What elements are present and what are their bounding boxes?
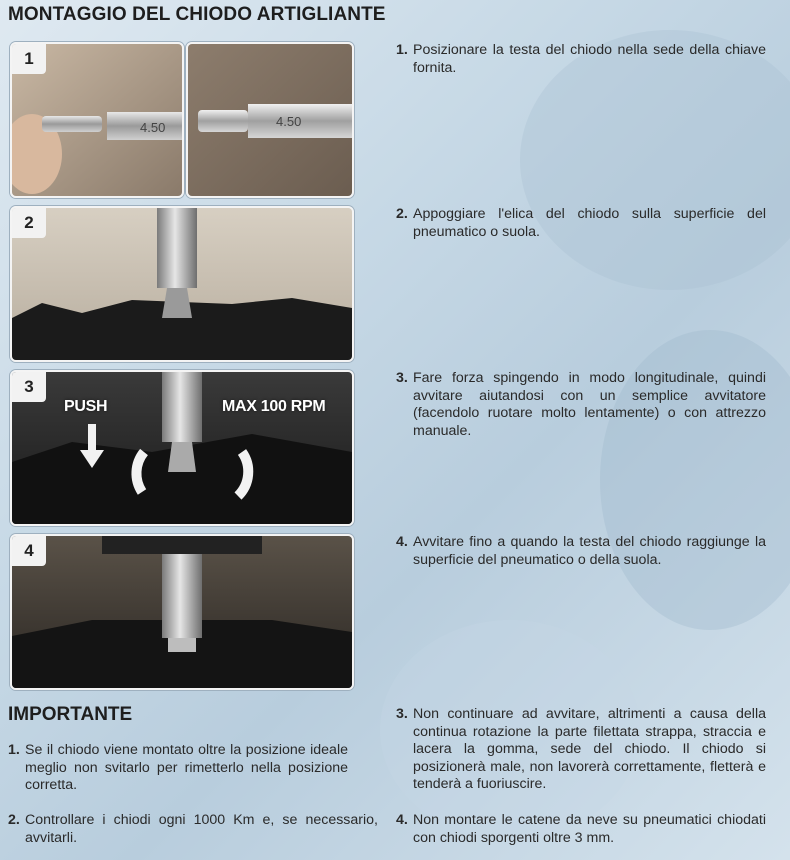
important-heading: IMPORTANTE	[8, 704, 133, 725]
stud-flush-image	[12, 536, 352, 688]
tool-marking-text: 4.50	[276, 114, 302, 129]
step-text: Appoggiare l'elica del chiodo sulla superficie del pneumatico o suola.	[413, 206, 766, 240]
step-number: 4.	[396, 534, 408, 550]
note-text: Se il chiodo viene montato oltre la posizione ideale meglio non svitarlo per rimetterlo nella posizione corretta.	[25, 742, 348, 793]
step-instruction	[396, 42, 766, 77]
note-text: Controllare i chiodi ogni 1000 Km e, se necessario, avvitarli.	[25, 812, 378, 846]
max-rpm-label: MAX 100 RPM	[222, 398, 326, 415]
step-text: Fare forza spingendo in modo longitudinale, quindi avvitare aiutandosi con un semplice avvitatore (facendolo ruotare molto lentamente) o con attrezzo manuale.	[413, 370, 766, 439]
step-instruction	[396, 206, 766, 241]
important-note	[396, 706, 766, 794]
stud-in-key-image	[188, 44, 352, 196]
note-number: 1.	[8, 742, 20, 758]
step-number: 2.	[396, 206, 408, 222]
push-label: PUSH	[64, 398, 108, 415]
stud-on-tire-image	[12, 208, 352, 360]
important-note	[8, 742, 348, 795]
step-text: Posizionare la testa del chiodo nella sede della chiave fornita.	[413, 42, 766, 76]
step-number-badge: 1	[12, 44, 46, 74]
step-number: 3.	[396, 370, 408, 386]
photo-step-1-left	[10, 42, 184, 198]
photo-step-1-right	[186, 42, 354, 198]
important-note	[8, 812, 378, 847]
note-text: Non continuare ad avvitare, altrimenti a causa della continua rotazione la parte filettata strappa, straccia e lacera la gomma, sede del chiodo. Il chiodo si posizionerà male, non lavorerà correttamente, fletterà e tenderà a fuoriuscire.	[413, 706, 766, 792]
photo-step-4	[10, 534, 354, 690]
photo-step-3	[10, 370, 354, 526]
note-number: 3.	[396, 706, 408, 722]
note-text: Non montare le catene da neve su pneumatici chiodati con chiodi sporgenti oltre 3 mm.	[413, 812, 766, 846]
step-number-badge: 4	[12, 536, 46, 566]
step-number-badge: 2	[12, 208, 46, 238]
photo-step-2	[10, 206, 354, 362]
step-instruction	[396, 534, 766, 569]
important-note	[396, 812, 766, 847]
step-number: 1.	[396, 42, 408, 58]
step-instruction	[396, 370, 766, 440]
screwing-stud-image	[12, 372, 352, 524]
note-number: 2.	[8, 812, 20, 828]
step-number-badge: 3	[12, 372, 46, 402]
tool-marking-text: 4.50	[140, 120, 166, 135]
note-number: 4.	[396, 812, 408, 828]
page-title: MONTAGGIO DEL CHIODO ARTIGLIANTE	[8, 4, 386, 25]
step-text: Avvitare fino a quando la testa del chiodo raggiunge la superficie del pneumatico o della suola.	[413, 534, 766, 568]
